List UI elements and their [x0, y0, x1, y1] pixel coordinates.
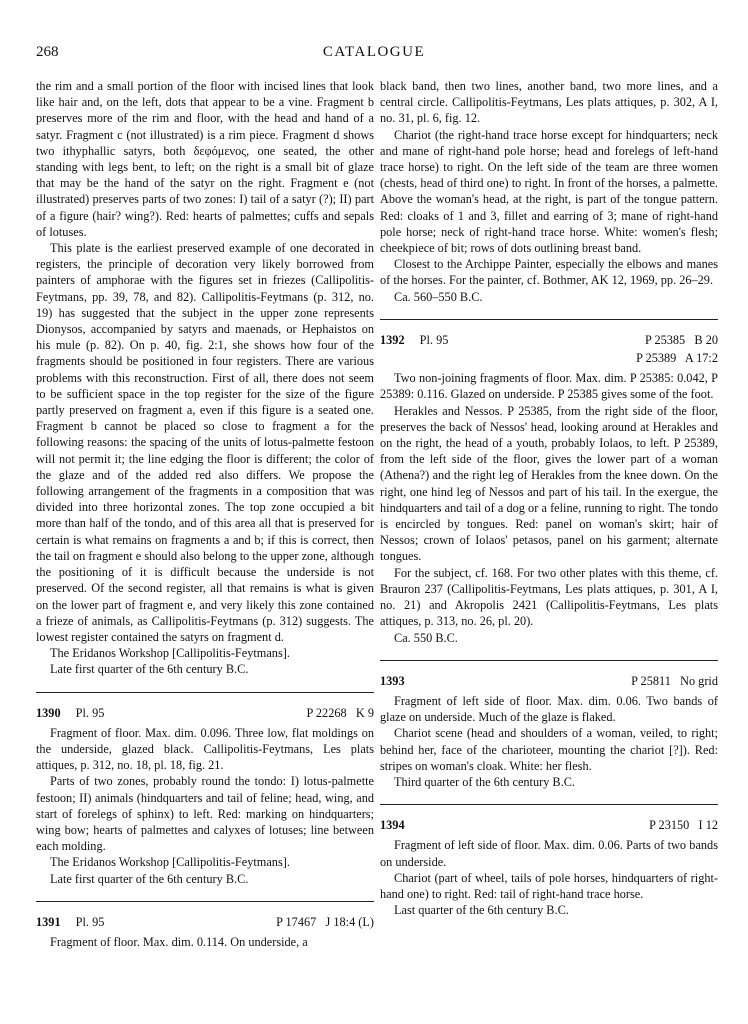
entry-1392-subject: Herakles and Nessos. P 25385, from the right side of the floor, preserves the back of Nessos' head, looking around at Herakles and on the right, the head of a youth, probably Iolaos, to left. P 25389, from the left side of the floor, gives the lower part of a woman (Athena?) and the right leg of Herakles from the knee down. On the right, one hind leg of Nessos and part of his tail. In the exergue, the hindquarters and tail of a dog or a feline, running to right. The tondo is encircled by tongues. Red: panel on woman's skirt; hair of Nessos; crown of Iolaos' petasos, panel on his garment; alternate tongues. — [380, 403, 718, 564]
entry-1390-date: Late first quarter of the 6th century B.C. — [50, 871, 249, 886]
entry-1393-subject: Chariot scene (head and shoulders of a woman, veiled, to right; behind her, face of the charioteer, mounting the chariot [?]). Red: stripes on woman's cloak. White: her flesh. — [380, 726, 718, 773]
running-head — [0, 44, 748, 64]
grid-ref: B 20 — [694, 332, 718, 347]
entry-1394-description: Fragment of left side of floor. Max. dim. 0.06. Parts of two bands on underside. — [380, 838, 718, 869]
plate-ref: Pl. 95 — [75, 705, 105, 720]
entry-1391-subject: Chariot (the right-hand trace horse except for hindquarters; neck and mane of right-hand pole horse; head and forelegs of left-hand trace horse) to right. On the left side of the team are three women (chests, head of third one) to right. In front of the horses, a palmette. Above the woman's head, at the right, is part of the tongue pattern. Red: cloaks of 1 and 3, fillet and earring of 3; mane of right-hand pole horse; neck of right-hand trace horse. White: women's flesh; cheekpiece of bit; rows of dots outlining breast band. — [380, 127, 718, 256]
entry-1394-header — [380, 804, 718, 833]
inventory-number: P 22268 — [306, 705, 347, 720]
plate-ref: Pl. 95 — [419, 332, 449, 347]
entry-1394-subject: Chariot (part of wheel, tails of pole horses, hindquarters of right-hand one) to right. Red: tail of right-hand trace horse. — [380, 870, 718, 901]
plate-ref: Pl. 95 — [75, 914, 105, 929]
inventory-number: P 25385 — [644, 332, 686, 347]
entry-1390-header — [36, 692, 374, 721]
inventory-number: P 25811 — [631, 673, 671, 688]
left-column — [36, 78, 374, 950]
entry-1392-description: Two non-joining fragments of floor. Max. dim. P 25385: 0.042, P 25389: 0.116. Glazed on underside. P 25385 gives some of the foot. — [380, 371, 718, 402]
entry-number: 1393 — [380, 673, 405, 688]
page-number: 268 — [36, 44, 59, 60]
entry-number: 1392 — [380, 332, 405, 347]
inventory-number: P 23150 — [649, 818, 690, 833]
entry-number: 1390 — [36, 705, 61, 720]
entry-1391-header — [36, 901, 374, 930]
entry-1389-date: Late first quarter of the 6th century B.C. — [50, 662, 249, 677]
entry-1394-date: Last quarter of the 6th century B.C. — [394, 903, 569, 918]
entry-1392-date: Ca. 550 B.C. — [394, 630, 458, 645]
entry-1391-description: Fragment of floor. Max. dim. 0.114. On underside, a — [50, 934, 308, 949]
grid-ref: A 17:2 — [684, 351, 718, 366]
entry-number: 1394 — [380, 818, 405, 833]
entry-1390-description: Fragment of floor. Max. dim. 0.096. Three low, flat moldings on the underside, glazed black. Callipolitis-Feytmans, Les plats attiques, p. 312, no. 18, pl. 18, fig. 21. — [36, 725, 374, 773]
grid-ref: No grid — [680, 673, 718, 688]
grid-ref: K 9 — [355, 705, 374, 720]
entry-1389-discussion: This plate is the earliest preserved example of one decorated in registers, the principle of decoration very likely borrowed from painters of amphorae with the figures set in friezes (Callipolitis-Feytmans, pp. 39, 78, and 82). Callipolitis-Feytmans (p. 312, no. 19) has suggested that the subject in the upper zone represents Dionysos, accompanied by satyrs and maenads, or Hephaistos on his mule (p. 82). On p. 40, fig. 2:1, she shows how four of the fragments should be positioned in four registers. There are various problems with this reconstruction. First of all, there does not seem to be sufficient space in the top register for the size of the figure partly preserved on fragment a, even if this figure is a seated one. Fragment b cannot be placed so close to fragment a for the following reasons: the spacing of the units of lotus-palmette festoon will not permit it; the line edging the floor is different; the color of the glaze and of the added red also differs. We propose the following arrangement of the fragments in a composition that was divided into three horizontal zones. The top zone occupied a bit more than half of the tondo, and of this area all that is preserved for certain is what remains on fragments a and b; if this is correct, then the tail on fragment e should also belong to the upper zone, although the positioning of it is difficult because the underside is not preserved. Of the second register, all that remains is what is given on the lower part of fragment e, and very likely this zone contained a frieze of animals, as Callipolitis-Feytmans (p. 312) suggests. The lowest register contained the satyrs on fragment d. — [36, 241, 374, 644]
inventory-number: P 17467 — [276, 914, 317, 929]
entry-1393-header — [380, 660, 718, 689]
grid-ref: I 12 — [698, 818, 718, 833]
right-column — [380, 78, 718, 918]
entry-1391-date: Ca. 560–550 B.C. — [394, 289, 483, 304]
entry-1390-attribution: The Eridanos Workshop [Callipolitis-Feytmans]. — [50, 855, 290, 870]
inventory-number: P 25389 — [636, 351, 677, 366]
entry-1392-header — [380, 319, 718, 366]
entry-1393-description: Fragment of left side of floor. Max. dim. 0.06. Two bands of glaze on underside. Much of the glaze is flaked. — [380, 693, 718, 725]
entry-1390-subject: Parts of two zones, probably round the tondo: I) lotus-palmette festoon; II) animals (hindquarters and tail of feline; head, wing, and start of forelegs of sphinx) to left. Red: marking on hindquarters; wing bow; hearts of palmettes and calyxes of lotuses; line between each molding. — [36, 774, 374, 854]
grid-ref: J 18:4 (L) — [325, 914, 374, 929]
entry-1391-continuation: black band, then two lines, another band, two more lines, and a central circle. Callipolitis-Feytmans, Les plats attiques, p. 302, A I, no. 31, pl. 6, fig. 12. — [380, 79, 718, 126]
entry-number: 1391 — [36, 914, 61, 929]
entry-1392-comparanda: For the subject, cf. 168. For two other plates with this theme, cf. Brauron 237 (Callipolitis-Feytmans, Les plats attiques, p. 301, A I, no. 21) and Akropolis 2421 (Callipolitis-Feytmans, Les plats attiques, p. 313, no. 26, pl. 20). — [380, 565, 718, 629]
entry-1389-continuation: the rim and a small portion of the floor with incised lines that look like hair and, on the left, dots that appear to be a vine. Fragment b preserves more of the rim and floor, with the head and hand of a satyr. Fragment c (not illustrated) is a rim piece. Fragment d shows two ithyphallic satyrs, both δεφόμενος, one seated, the other standing with legs bent, to left; on the right is a small bit of glaze that may be the hand of the satyr on the right. Fragment e (not illustrated) preserves parts of two zones: I) tail of a satyr (?); II) part of a figure (hair? wing?). Red: hearts of palmettes; cuffs and sepals of lotuses. — [36, 79, 374, 239]
running-title: CATALOGUE — [322, 44, 426, 60]
entry-1391-attribution: Closest to the Archippe Painter, especially the elbows and manes of the horses. For the painter, cf. Bothmer, AK 12, 1969, pp. 26–29. — [380, 257, 718, 288]
entry-1389-attribution: The Eridanos Workshop [Callipolitis-Feytmans]. — [50, 646, 290, 661]
entry-1393-date: Third quarter of the 6th century B.C. — [394, 774, 575, 789]
